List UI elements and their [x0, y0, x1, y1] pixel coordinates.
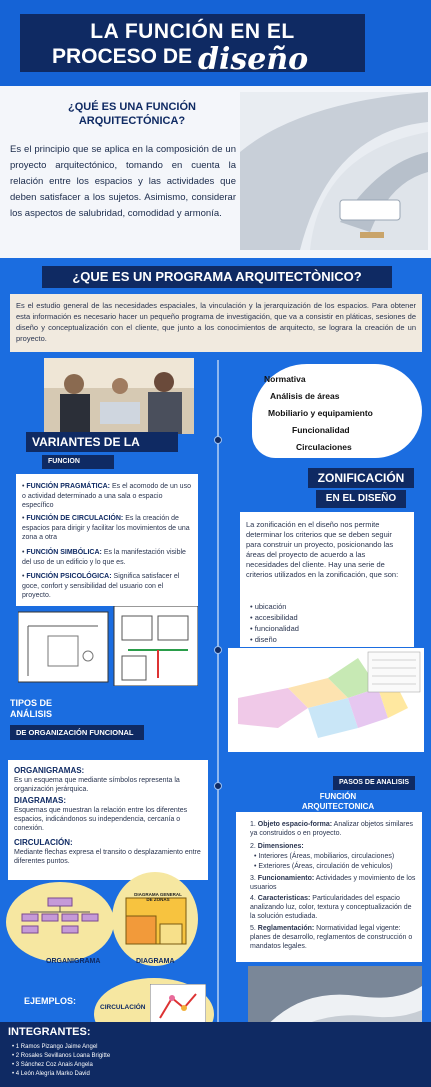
pasos-title: FUNCIÓN ARQUITECTONICA [301, 792, 375, 811]
title-box [20, 14, 365, 77]
dimension-item: • Interiores (Áreas, mobiliarios, circulaciones) [254, 853, 395, 860]
bubble-item: Funcionalidad [292, 425, 350, 435]
building-photo [240, 92, 428, 250]
step-item: 5. Reglamentación: Normatividad legal vigente: planes de desarrollo, reglamentos de construcción o mandatos legales. [250, 925, 413, 950]
bubble-item: Análisis de áreas [270, 391, 340, 401]
list-item: • FUNCIÓN PSICOLÓGICA: Significa satisfacer el goce, confort y sensibilidad del usuario con el proyecto. [22, 573, 180, 599]
step-item: 3. Funcionamiento: Actividades y movimiento de los usuarios [250, 875, 416, 891]
criteria-item: • ubicación [250, 602, 287, 611]
variantes-title: VARIANTES DE LA [26, 432, 178, 452]
section2-body: Es el estudio general de las necesidades espaciales, la vinculación y la jerarquización de los espacios. Para obtener esta información es necesario hacer un pequeño programa de investigación, que va a consistir en pláticas, sesiones de diseño y conceptualización con el cliente, que junto a los conocimientos de arquitecto, se lograra la creación de un proyecto. [16, 301, 416, 343]
text-organigramas: Es un esquema que mediante símbolos representa la organización jerárquica. [14, 777, 180, 793]
text-circulacion: Mediante flechas expresa el transito o desplazamiento entre diferentes puntos. [14, 849, 201, 865]
pasos-panel [236, 812, 422, 962]
term-organigramas: ORGANIGRAMAS: [14, 766, 85, 775]
timeline-line [217, 360, 219, 1030]
section2-banner: ¿QUE ES UN PROGRAMA ARQUITECTÒNICO? [42, 266, 392, 288]
organigrama-label: ORGANIGRAMA [46, 958, 101, 965]
timeline-dot [214, 782, 222, 790]
tipos-title: TIPOS DE ANÁLISIS [10, 698, 53, 719]
list-item: • FUNCIÓN PRAGMÁTICA: Es el acomodo de un uso o actividad determinado a una sala o espacio específico [22, 483, 191, 509]
zoning-map-image [228, 648, 424, 752]
organigrama-image [20, 896, 100, 942]
text-diagramas: Esquemas que muestran la relación entre los diferentes espacios, indicándonos su independencia, cercanía o conexión. [14, 807, 188, 832]
member-item: • 4 León Alegría Marko David [12, 1071, 90, 1077]
title-line-1: LA FUNCIÓN EN EL [90, 20, 295, 43]
integrantes-title: INTEGRANTES: [8, 1026, 91, 1038]
title-line-2: PROCESO DE [52, 45, 193, 68]
list-item: • FUNCIÓN SIMBÓLICA: Es la manifestación visible del uso de un edificio y lo que es. [22, 549, 186, 566]
member-item: • 2 Rosales Sevillanos Loana Brigitte [12, 1053, 111, 1059]
step-item: 2. Dimensiones: [250, 843, 304, 850]
member-item: • 3 Sánchez Coz Anais Angela [12, 1062, 93, 1068]
section1-body: Es el principio que se aplica en la composición de un proyecto arquitectónico, tomando en cuenta la relación entre los espacios y las actividades que deben satisfacer a los sujetos. Asimismo, considerar los aspectos de salubridad, comodidad y armonía. [10, 144, 236, 219]
title-script: diseño [198, 42, 309, 77]
timeline-dot [214, 646, 222, 654]
tipos-subtitle: DE ORGANIZACIÓN FUNCIONAL [10, 725, 144, 740]
floor-plans-image [18, 606, 198, 686]
criteria-item: • funcionalidad [250, 624, 299, 633]
zonificacion-panel [240, 512, 414, 647]
step-item: 4. Caracteristicas: Particularidades del espacio analizando luz, color, textura y conceptualización de la solución estudiada. [250, 895, 412, 920]
diagrama-label: DIAGRAMA [136, 958, 175, 965]
dimension-item: • Exteriores (Áreas, circulación de vehiculos) [254, 863, 393, 870]
term-diagramas: DIAGRAMAS: [14, 796, 66, 805]
section1-question: ¿QUÉ ES UNA FUNCIÓN ARQUITECTÓNICA? [68, 101, 196, 127]
variantes-panel [16, 474, 198, 606]
zonificacion-title: ZONIFICACIÓN [308, 468, 414, 488]
variantes-subtitle: FUNCION [42, 455, 114, 469]
timeline-dot [214, 436, 222, 444]
criteria-item: • accesibilidad [250, 613, 298, 622]
pasos-banner: PASOS DE ANALISIS [333, 776, 415, 790]
meeting-photo [44, 358, 194, 434]
circulacion-label: CIRCULACIÓN [100, 1004, 146, 1011]
zonificacion-body: La zonificación en el diseño nos permite determinar los criterios que se deben seguir para construir un proyecto, posicionando las áreas del proyecto de acuerdo a las necesidades del cliente. Hay una serie de criterios utilizados en la zonificación, que son: [246, 520, 399, 579]
step-item: 1. Objeto espacio-forma: Analizar objetos similares ya construidos o en proyecto. [250, 821, 414, 837]
bubble-item: Circulaciones [296, 442, 352, 452]
member-item: • 1 Ramos Pizango Jaime Angel [12, 1044, 98, 1050]
bubble-item: Mobiliario y equipamiento [268, 408, 373, 418]
bubble-item: Normativa [264, 374, 306, 384]
term-circulacion: CIRCULACIÓN: [14, 838, 73, 847]
zonificacion-subtitle: EN EL DISEÑO [316, 490, 406, 508]
diagram-title: DIAGRAMA GENERAL DE ZONAS [134, 892, 182, 902]
ejemplos-label: EJEMPLOS: [24, 996, 77, 1006]
criteria-item: • diseño [250, 635, 277, 644]
list-item: • FUNCIÓN DE CIRCULACIÓN: Es la creación de espacios para dirigir y facilitar los movimientos de una zona a otra [22, 515, 190, 541]
tipos-panel [8, 760, 208, 880]
